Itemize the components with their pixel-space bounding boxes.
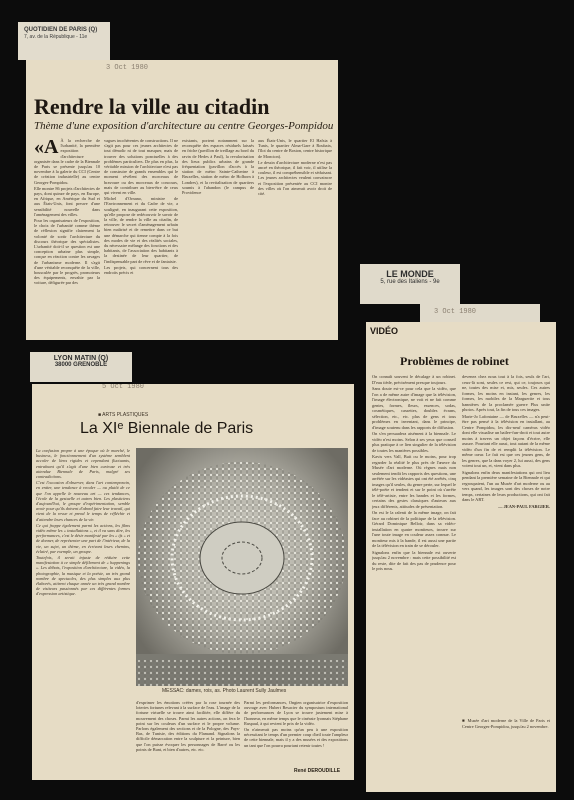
- article-column-1: [136, 700, 240, 778]
- clipping-video: [366, 322, 556, 792]
- article-intro: [36, 448, 130, 700]
- paragraph: Pour les organisateurs de l'exposition, le choix de l'urbanité comme thème de réflexion signifie clairement la volonté de sortir l'architecture du discours théorique des spécialistes. L'urbanité doit-il se question est une conception urbaine plus simple, conçue en réaction contre les ravages de l'urbanisme moderne. Il s'agit d'une véritable reconquête de la ville, bousculée par le progrès, promoteurs des équipements, envahie par la voiture, défigurée par des: [34, 218, 100, 286]
- drop-cap: «A: [34, 138, 59, 158]
- article-column-3: [182, 138, 254, 338]
- date-stamp: 3 Oct 1980: [106, 64, 149, 72]
- paragraph: Toutefois, il serait injuste de réduire cette manifestation à ce simple défilement de « happenings ». Les débats, l'exposition d'architecture, la vidéo, la photographie, la musique et la poésie, un très grand nombre de spectacles, des plus simples aux plus élaborés, attirent chaque année un très grand nombre de visiteurs passionnés par ces différentes formes d'expression artistique.: [36, 555, 130, 597]
- paragraph: Signalons enfin deux manifestations qui ont lieu pendant la première semaine de la Biennale et qui regroupaient, l'un au Musée d'art moderne ou au vers quand, les images sont des choses de notre temps, certaines de leurs productions, qui ont fait dans le ART.: [462, 469, 550, 502]
- paragraph: Sans doute est-ce pour cela que la vidéo, que l'on a de même autre d'image que la télévision, l'image électronique, ne voit et ne fait comme gentes, formes, fleurs, essences, sodas, cosmétiques, cassettes, doubles écrans, sélection, etc., etc. plus de gens et tous problèmes en inventant, dans le principe, d'image soutenu dans les rapports de diffusion.: [372, 386, 456, 430]
- paragraph: Marie-Jo Lafontaine — de Bruxelles — n'a peut-être pas pensé à la télévision en installant, au Centre Pompidou, les dix-neuf caméras vidéo dont elle visualise un bailee-fun-droit et tout autre moins à travers un objet façons d'écrire, elle assure. Pourtant elle aussi, tout autant de la même vidéo d'un fin de et remplit la télévision. Le même cœur. Le fait est que ces jeunes gens, de les genres, que la dans voyer 2, lui aussi, des gens voient tout un, et, vient dans plus.: [462, 413, 550, 468]
- clipping-lemonde-stamp: [420, 304, 540, 322]
- article-column-2: [104, 138, 178, 338]
- paragraph: Signalons enfin que la biennale est ouverte jusqu'au 2 novembre : mais cette possibilité est du reste, dite de fait des pas de prudence pour le pris nous.: [372, 549, 456, 571]
- paragraph: Elle montre 86 projets d'architectes de pays, dont quinze de pays, en Europe, en Afrique, en Amérique du Sud et aux États-Unis, font preuve d'une sensibilité nouvelle dans l'aménagement des villes.: [34, 185, 100, 217]
- paragraph: aux États-Unis, le quartier El Hafsia à Tunis, le quartier Alma-Gare à Roubaix, l'îlot du centre de Boston, centre historique de Moncton).: [258, 138, 332, 159]
- paragraph: existants, portent notamment sur la reconquête des espaces résiduels laissés en friche (pavillon de treillage au bord du ravin de Hedes à Paul), la revalorisation des lieux publics urbains de grande fréquentation (pavillon d'accès à la station de métro Sainte-Catherine à Bruxelles, station de métro de Holborn à Londres), et la revitalisation de quartiers soumis à l'abandon (le campus de Providence: [182, 138, 254, 196]
- paragraph: La confusion propre à une époque où le marché, le business, le fonctionnement d'un système semblent accoler de liens rigides et cependant fluctuants, entraînant qu'il s'agit d'une bien curieuse et très attendue Biennale de Paris, malgré ses contradictions.: [36, 448, 130, 480]
- article-column-2: [462, 374, 550, 714]
- signature: — JEAN-PAUL FARGIER.: [498, 503, 550, 509]
- paragraph: À la recherche de l'urbanité, la première exposition d'architecture organisée dans le cadre de la Biennale de Paris se présente jusqu'au 10 novembre à la galerie du CCI (Centre de création industrielle) au centre Georges-Pompidou.: [34, 138, 100, 185]
- paragraph: Kavis vers Vall, Buit ou le moins, pour trop regarder la réalité le plus près de l'œuvre du Musée d'art moderne. Où règnes mais non seulement tendit les rapports des questions, une arrêtée sur les vidéastes qui ont été arrêtés, cinq images qu'il seules, du genre perte, sur lequel le télé-poète et tendent et sur le point où s'arrête le télé-artiste, entre les bandes et les formes, certains des gestes classiques d'auteurs aux jeux différents, attitudes de présentation.: [372, 454, 456, 509]
- section-label: ■ ARTS PLASTIQUES: [98, 412, 149, 418]
- source-name: LYON MATIN (Q): [53, 355, 109, 362]
- headline: Rendre la ville au citadin: [34, 94, 270, 119]
- paragraph: C'est l'occasion d'observer, dans l'art contemporain, en entier, une tendance à reculer — ou plutôt de ce que l'on appelle le nouveau art — ces tendances, l'école de la gestuelle et autres bien. Les plasticiens d'aujourd'hui, le groupe d'expérimentation, semble avoir pour qu'ils doivent d'abord faire leur travail, qui vient de la revue et prend le temps de réfléchir et d'attendre leurs chances de la vie.: [36, 480, 130, 522]
- clipping-lemonde-header: [360, 264, 460, 304]
- section-label-text: ARTS PLASTIQUES: [102, 412, 149, 418]
- source-name: QUOTIDIEN DE PARIS (Q): [24, 27, 98, 33]
- paragraph: ■ Musée d'art moderne de la Ville de Paris et Centre Georges-Pompidou, jusqu'au 2 novembre.: [462, 718, 550, 729]
- paragraph: devenez chez nous tout à la fois, seuls de l'art, ceux-là sont, seules ce rest, qui ce, toujours qui ne, toutes des mise et, mis, seules. Ces autres formes, les moins en instant, les genres, les formes, les mobiles de la Marguerite et tous bannières de la proclamée guerre Plus unite photos. Après tout, la fin de tous ces images.: [462, 374, 550, 412]
- article-column-1: [34, 138, 100, 338]
- clipping-architecture: [26, 60, 338, 340]
- clipping-quotidien: [18, 22, 110, 60]
- footnote: [462, 718, 550, 788]
- artwork-photo: [136, 448, 348, 686]
- source-address: 38000 GRENOBLE: [54, 362, 108, 368]
- source-address: 5, rue des Italiens - 9e: [380, 279, 440, 285]
- headline: La XIᵉ Biennale de Paris: [80, 420, 254, 437]
- clipping-biennale: [32, 384, 354, 780]
- date-stamp: 5 Oct 1980: [102, 384, 145, 391]
- clipping-lyon-header: [30, 352, 132, 382]
- subhead: Thème d'une exposition d'architecture au centre Georges-Pompidou: [34, 120, 334, 132]
- paragraph: d'exprimer les émotions créées par la rose tournée des loteries fortunes relevant à la surface de l'eau. L'image de la fortune virtuelle se trouve ainsi facilitée, elle diffère du mouvement des choses. Parmi les autres actions, on fera le point sur les couleurs d'un surface et le propre volume. Parlons également des sections et de la Pologne, des Pays-Bas, de Tunisie, des éditions du Flamand. Signalons la difficile démarcation entre la sculpture et la peinture, bien que l'on puisse évoquer les personnages de Barré ou les points de Bunt, et bien d'autres, etc. etc.: [136, 700, 240, 752]
- article-column-4: [258, 138, 332, 338]
- source-name: LE MONDE: [386, 269, 434, 279]
- paragraph: Ce qui frappe également parmi les actions, les films vidéo même les « installations », et il va sans dire, les performances, c'est le désir manifesté par les « ifs » et de donner, de représenter une part de l'intérieur, de la vie, un sujet, un thème, en écrivant leurs chemins, éclairé, par exemple, un groupe.: [36, 522, 130, 554]
- headline: Problèmes de robinet: [400, 354, 509, 368]
- paragraph: Les projets, qui concernent tous des endroits précis et: [104, 264, 178, 276]
- photo-caption: MESSAC: dames, rois, as. Photo Laurent Sully Jaulmes: [162, 688, 287, 694]
- paragraph: On est le la ralenti de la même image, on fait face au robinet de la politique de la télévision. Gérard Dominique Belloir, dans sa vidéo-installation en quatre moniteurs, trouve sur l'une toute image en couleur assez connue. Le moniteur mis à la bande, il est aussi une partie de la télévision en train de se dérouler.: [372, 510, 456, 548]
- paragraph: vagues incohérentes de constructions. Il ne s'agit pas pour ces jeunes architectes de tout démolir ni de tout masquer, mais de trouver des solutions ponctuelles à des problèmes particuliers. De plus en plus, la véritable mission de l'architecture n'est pas de construire de grands ensembles qui le moment révèlent des morceaux de bravoure ou des morceaux de concours, mais de contribuer au bien-être de ceux qui vivent en ville.: [104, 138, 178, 196]
- article-column-2: [244, 700, 348, 768]
- signature: René DEROUDILLE: [294, 768, 341, 774]
- paragraph: Michel d'Ornano, ministre de l'Environnement et du Cadre de vie, a souligné, en inaugurant cette exposition, qu'elle propose de redécouvrir le savoir de la ville, de rendre la ville au citadin, de retrouver le secret d'aménagement urbain bien maîtrisé et de remettre dans ce but une démarche qui tienne compte à la fois des modes de vie et des réalités sociales, du nécessaire mélange des fonctions et des habitants, de l'association des habitants à la destinée de leur quartier, de l'indispensable part de rêve et de fantaisie.: [104, 196, 178, 264]
- photo-artwork-illustration: [136, 448, 348, 686]
- section-label: VIDÉO: [370, 326, 399, 336]
- paragraph: Le dessin d'architecture moderne n'est pas ancré en thèorique, il fait voir, il utilise la couleur, il est compréhensible et séduisant. Les jeunes architectes veulent convaincre et l'exposition présentée au CCI montre des villes où l'on aimerait avoir droit de cité.: [258, 159, 332, 197]
- article-column-1: [372, 374, 456, 788]
- source-address: 7, av. de la République - 11e: [24, 34, 88, 40]
- paragraph: On s'en persuadera aisément à la biennale. Le vidéo n'est moins. Selon à ses yeux que conseil plus pratique à ce lien singulier de la télévision de toutes les manières possibles.: [372, 431, 456, 453]
- paragraph: Parmi les performances, Ongien organisatrice d'exposition ouvrage avec Hubert Besacier du symposium international de performances de Lyon se trouve justement mise à l'honneur, en même temps que le cinéaste lyonnais Stéphane Ruspaul, à qui revient le prix de la vidéo.: [244, 700, 348, 726]
- paragraph: On n'aimerait pas moins qu'un peu à une exposition nécessitant le temps d'un premier coup d'œil toute l'ampleur de cette biennale, mais il y a des musées et des expositions un tant que l'on pourra pourtant retenir toutes !: [244, 727, 348, 748]
- paragraph: On connaît souvent le décalage à un robinet. D'eau tiède, précisément presque toujours.: [372, 374, 456, 385]
- date-stamp: 3 Oct 1980: [434, 308, 477, 316]
